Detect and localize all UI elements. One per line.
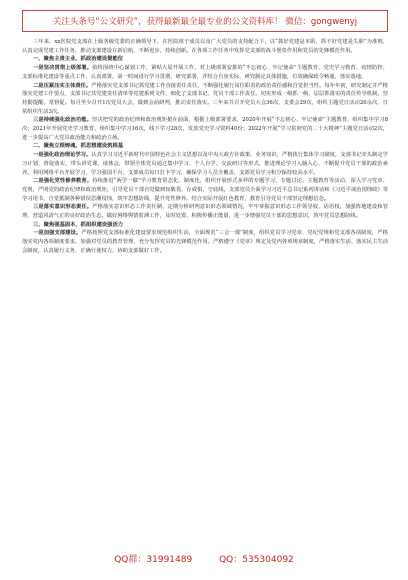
paragraph-lead: 二是强化党性修养教育。 <box>33 178 93 185</box>
paragraph <box>22 151 388 177</box>
paragraph-lead: 二是压紧压实主体责任。 <box>33 82 92 89</box>
paragraph-lead: 一是坚决贯彻上级部署。 <box>33 65 93 72</box>
section-heading <box>22 221 388 230</box>
paragraph-lead: 一是强化政治理论学习。 <box>33 152 92 159</box>
document-body <box>22 38 388 256</box>
paragraph-text: 严格落实意识形态工作责任制，定期分析研判意识形态领域情况，牢牢掌握意识形态工作领导权、话语权，加强阵地建设和管理，营造风清气正的良好政治生态。做好网络舆情监测工作，及时处置，积极传播正能量，进一步增强党员干部的思想意识，筑牢党员思想防线。 <box>22 204 388 220</box>
footer <box>0 552 408 565</box>
paragraph-text: 认真学习习近平新时代中国特色社会主义思想以及中央大政方针政策、业务知识，严格执行集体学习制度，支部书记牵头制定学习计划，督促落实，带头讲党课、谈体会，带领全体党员通过集中学习、个人自学、交流研讨等形式，推进理论学习入脑入心，不断提升党员干部的政治素养。利用网络平台开展学习，学习强国平台、支部成员每日打卡学习，确保学习人员全覆盖，支部党员学习积分保持较高水平。 <box>22 152 388 176</box>
paragraph <box>22 82 388 117</box>
paragraph-text: 一、聚焦主责主业，抓政治建设提能位 <box>33 56 124 63</box>
paragraph <box>22 203 388 220</box>
paragraph <box>22 38 388 55</box>
section-heading <box>22 55 388 64</box>
paragraph <box>22 229 388 255</box>
paragraph-lead: 三是落实意识形态责任。 <box>33 204 93 211</box>
qq-group: QQ群：31991489 <box>114 555 193 565</box>
paragraph <box>22 64 388 81</box>
paragraph-text: 坚决把党的政治纪律和政治规矩挺在前面，根据上级部署要求，2020年开展“不忘初心、牢记使命”主题教育，组织集中学习8次；2021年开展党史学习教育，组织集中学习16次，线下学习28次，发放党史学习资料40份；2022年开展“学习贯彻党的二十大精神”主题党日活动2次，进一步提高广大党员政治能力和政治立场。 <box>22 117 388 141</box>
section-heading <box>22 142 388 151</box>
paragraph-text: 严格落实党支部书记抓党建工作直接责任责任，不断强化履行岗位职责的政治责任感和自觉担当性。每年年初，研究制定并严格落实党建工作要点，支部书记其党建责任清单等党建系列文件，细化了支部书记、党员干部工作责任。切实形成一级抓一级，层层抓落实的责任传导机制，坚持勤提醒、常督促。每月至少召开1次党员大会，做到会前研判，推动责任落实。三年来共召开党员大会36次、支委会29次，组织主题党日活动20余次，日常组织生活3次。 <box>22 82 388 115</box>
paragraph <box>22 177 388 203</box>
promo-banner: 关注头条号“公文研究”，获得最新最全最专业的公文资料库！ 微信：gongwenyj <box>22 10 388 32</box>
paragraph-text: 严格按照党支部标准化建设要求规范组织生活，全面规范“三会一课”制度，组织党员学习党章、党纪党规和党支部各项制度，严格落实党内各项制度要求，加强对党员的教育管理，充分发挥党员的先锋模范作用。严格遵守《党章》规定及党内各项规章制度，严格落实生活、落实民主生活会制度，认真履行义务，正确行使权力，协助支部做好工作。 <box>22 230 388 254</box>
qq-contact: QQ：535304092 <box>219 555 294 565</box>
paragraph-lead: 一是加强支部建设。 <box>33 230 82 237</box>
paragraph-text: 三年来，xx医院党支部在上级各级党委的正确领导下，在医院班子成员以及广大党员的支持配合下，以“抓好党建是本职，抓不好党建是失职”为准则，认真完成党建工作任务，推动支部建设在新启航，不断进步，持续创新。在各项工作任务中发挥党支部的战斗堡垒作用和党员的先锋模范作用。 <box>22 39 388 54</box>
paragraph-text: 持续推进“两学一做”学习教育常态化、制度化，组织开展形式多样的专题学习、专题讨论、主题教育等活动，深入学习党章、党规，严明党的政治纪律和政治规矩，引导党员干部自觉做到知敬畏、存戒惧、守底线，支部党员全面学习习近平总书记系列讲话和《习近平谈治国理政》等学习用书，自觉抵制各种错误思潮侵蚀，筑牢思想防线，提升党性修养。结合实际开展红色教育，教育引导党员干部坚定理想信念。 <box>22 178 388 202</box>
paragraph <box>22 116 388 142</box>
paragraph-text: 三、聚焦强基固本，抓组织建设强活力 <box>33 221 124 228</box>
paragraph-text: 始终围绕中心谋划工作，紧贴大局开展工作，对上级部署安排的“不忘初心、牢记使命”主题教育、党史学习教育、疫情防控、支部标准化建设等重点工作，认真部署，第一时间进行学习贯彻、研究部署，并结合自身实际，研究制定具体措施，有效确保政令畅通，落实落地。 <box>22 65 388 80</box>
paragraph-lead: 三是持续强化政治功能。 <box>33 117 92 124</box>
paragraph-text: 二、聚焦立根铸魂，抓思想建设筑根基 <box>33 143 124 150</box>
